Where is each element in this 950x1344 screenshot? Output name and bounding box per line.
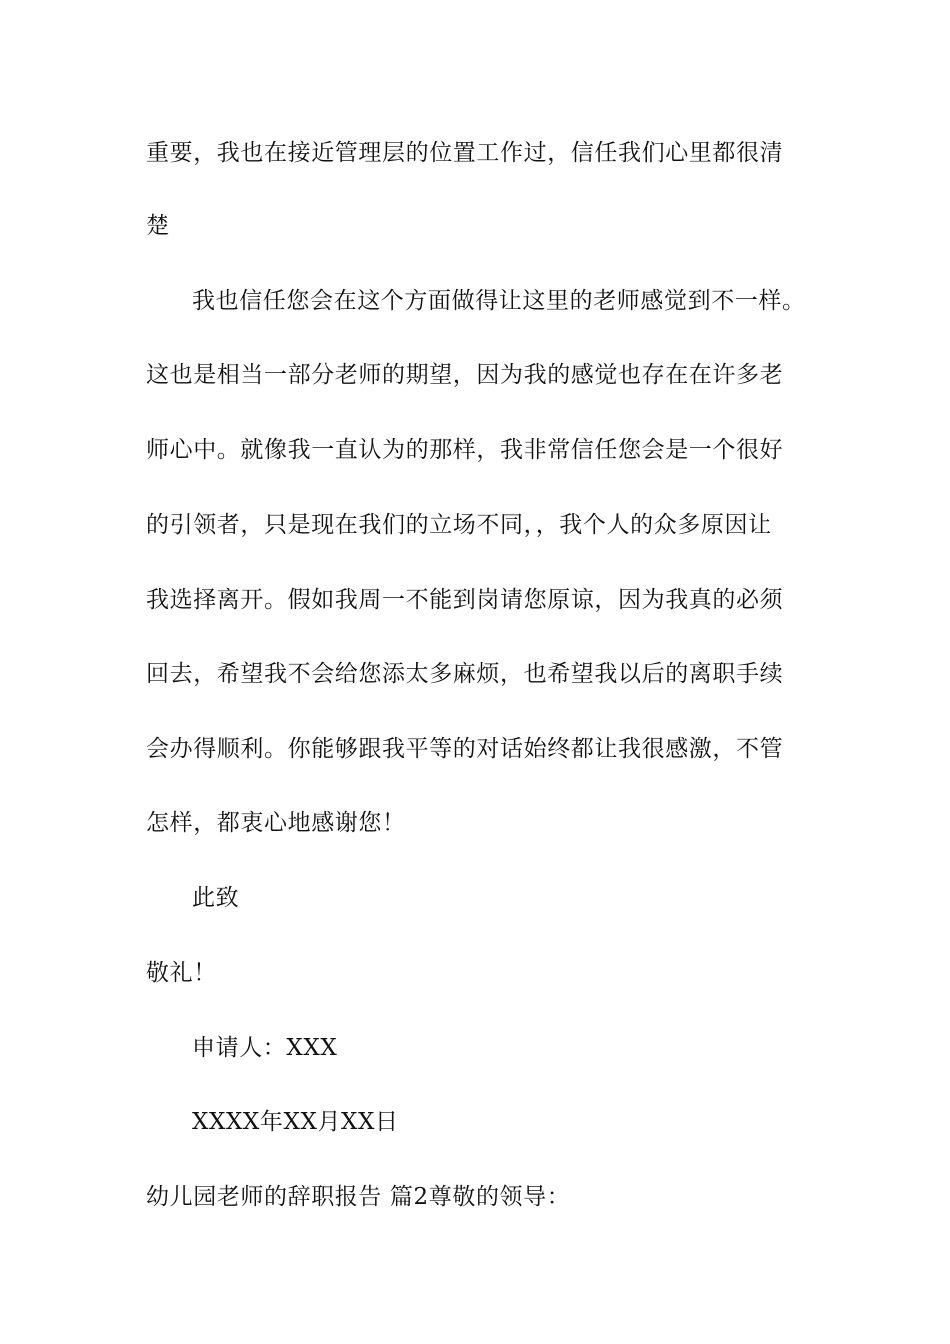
body-line-8: 回去，希望我不会给您添太多麻烦，也希望我以后的离职手续 — [146, 661, 784, 687]
applicant-signature: 申请人：XXX — [192, 1035, 338, 1061]
next-section-heading: 幼儿园老师的辞职报告 篇2尊敬的领导： — [146, 1184, 571, 1210]
closing-regards: 敬礼！ — [146, 960, 217, 986]
body-line-7: 我选择离开。假如我周一不能到岗请您原谅，因为我真的必须 — [146, 587, 784, 613]
body-line-4: 这也是相当一部分老师的期望，因为我的感觉也存在在许多老 — [146, 362, 784, 388]
body-line-5: 师心中。就像我一直认为的那样，我非常信任您会是一个很好 — [146, 437, 784, 463]
body-line-3: 我也信任您会在这个方面做得让这里的老师感觉到不一样。 — [192, 288, 806, 314]
body-line-6: 的引领者，只是现在我们的立场不同，，我个人的众多原因让 — [146, 512, 772, 538]
body-line-1: 重要，我也在接近管理层的位置工作过，信任我们心里都很清 — [146, 140, 784, 166]
body-line-2: 楚 — [146, 213, 170, 239]
body-line-9: 会办得顺利。你能够跟我平等的对话始终都让我很感激，不管 — [146, 736, 784, 762]
closing-salutation: 此致 — [192, 885, 240, 911]
body-line-10: 怎样，都衷心地感谢您！ — [146, 810, 406, 836]
signature-date: XXXX年XX月XX日 — [192, 1109, 399, 1135]
